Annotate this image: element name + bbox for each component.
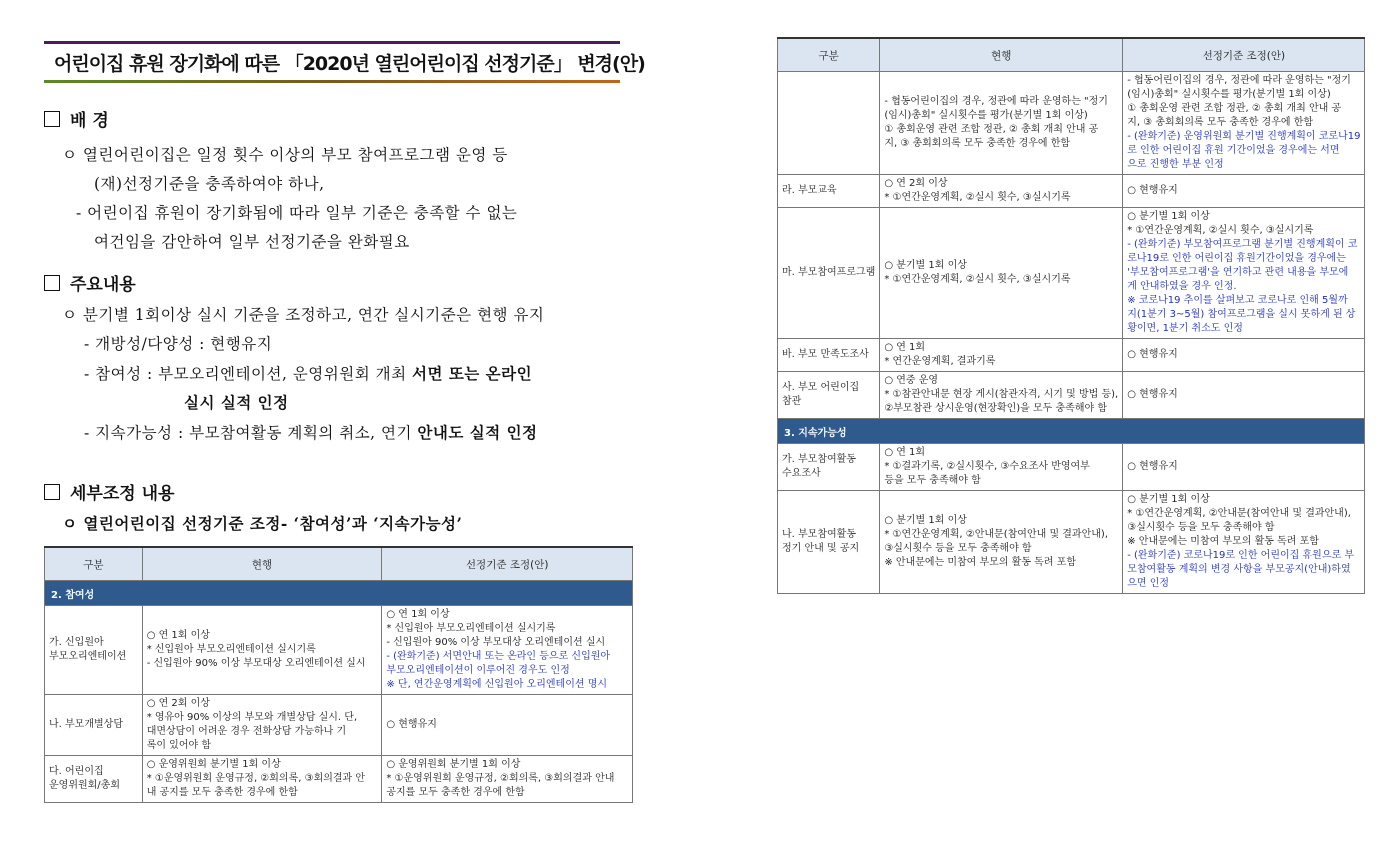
row-current xyxy=(880,72,1123,175)
cell-text-line: 참관 xyxy=(782,396,802,407)
row-category xyxy=(45,695,143,756)
row-current xyxy=(880,491,1123,594)
cell-text-line: ②부모참관 상시운영(현장확인)을 모두 충족해야 함 xyxy=(884,403,1107,414)
cell-text-line: - 협동어린이집의 경우, 정관에 따라 운영하는 "정기 xyxy=(884,96,1108,107)
table-row xyxy=(778,372,1365,419)
cell-text-line: 다. 어린이집 xyxy=(49,766,104,777)
cell-text-line: 모참여활동 계획의 변경 사항을 부모공지(안내)하였 xyxy=(1127,564,1351,575)
cell-text-line: 지, ③ 총회회의록 모두 충족한 경우에 한함 xyxy=(1127,117,1314,128)
cell-text-line: 수요조사 xyxy=(782,468,821,479)
row-current xyxy=(142,606,382,695)
section-main-heading xyxy=(44,270,136,295)
cell-text-line: * ①결과기록, ②실시횟수, ③수요조사 반영여부 xyxy=(884,461,1090,472)
cell-text-line: ○ 연 1회 이상 xyxy=(386,609,450,620)
row-current xyxy=(880,208,1123,339)
cell-text-line: ※ 단, 연간운영계획에 신입원아 오리엔테이션 명시 xyxy=(386,679,608,690)
row-proposed xyxy=(1123,372,1365,419)
cell-text-line: ○ 연중 운영 xyxy=(884,375,939,386)
checkbox-square-icon xyxy=(44,275,60,291)
criteria-table-right xyxy=(777,37,1365,594)
row-current xyxy=(142,695,382,756)
group-row xyxy=(778,419,1365,444)
cell-text-line: ○ 현행유지 xyxy=(1127,389,1178,400)
cell-text-line: ○ 연 1회 xyxy=(884,342,926,353)
row-proposed xyxy=(1123,72,1365,175)
cell-text-line: ○ 운영위원회 분기별 1회 이상 xyxy=(146,759,281,770)
group-row xyxy=(45,581,633,606)
cell-text-line: 지(1분기 3~5월) 참여프로그램을 실시 못하게 된 상 xyxy=(1127,309,1356,320)
checkbox-square-icon xyxy=(44,111,60,127)
cell-text-line: ○ 연 1회 이상 xyxy=(146,630,210,641)
cell-text-line: ○ 운영위원회 분기별 1회 이상 xyxy=(386,759,521,770)
cell-text-line: * 신입원아 부모오리엔테이션 실시기록 xyxy=(386,623,556,634)
cell-text-line: 가. 부모참여활동 xyxy=(782,454,856,465)
row-category xyxy=(778,444,880,491)
cell-text-line: * 영유아 90% 이상의 부모와 개별상담 실시. 단, xyxy=(146,712,358,723)
cell-text-line: ○ 분기별 1회 이상 xyxy=(1127,211,1210,222)
row-proposed xyxy=(1123,339,1365,372)
row-category xyxy=(778,72,880,175)
cell-text-line: 로 인한 어린이집 휴원 기간이었을 경우에는 서면 xyxy=(1127,145,1340,156)
row-current xyxy=(880,444,1123,491)
table-row xyxy=(45,695,633,756)
row-current xyxy=(880,339,1123,372)
cell-text-line: * ①운영위원회 운영규정, ②회의록, ③회의결과 안내 xyxy=(386,773,615,784)
cell-text-line: * ①참관안내문 현장 게시(참관자격, 시기 및 방법 등), xyxy=(884,389,1119,400)
row-proposed xyxy=(382,606,633,695)
cell-text-line: 내 공지를 모두 충족한 경우에 한함 xyxy=(146,787,298,798)
row-proposed xyxy=(382,756,633,803)
table-row xyxy=(778,339,1365,372)
cell-text-line: * ①연간운영계획, ②안내문(참여안내 및 결과안내), xyxy=(884,529,1108,540)
main-line-1: ㅇ 분기별 1회이상 실시 기준을 조정하고, 연간 실시기준은 현행 유지 xyxy=(62,306,545,324)
table-row xyxy=(778,491,1365,594)
cell-text-line: ○ 현행유지 xyxy=(1127,185,1178,196)
main-line-3 xyxy=(84,362,532,384)
row-category xyxy=(778,491,880,594)
cell-text-line: * ①연간운영계획, ②실시 횟수, ③실시기록 xyxy=(884,192,1071,203)
cell-text-line: - (완화기준) 서면안내 또는 온라인 등으로 신입원아 xyxy=(386,651,611,662)
cell-text-line: ③실시횟수 등을 모두 충족해야 함 xyxy=(1127,522,1275,533)
section-heading-text: 주요내용 xyxy=(70,275,136,295)
table-row xyxy=(778,444,1365,491)
cell-text-line: - 신입원아 90% 이상 부모대상 오리엔테이션 실시 xyxy=(146,658,366,669)
background-line-3: - 어린이집 휴원이 장기화됨에 따라 일부 기준은 충족할 수 없는 xyxy=(76,204,518,222)
cell-text-line: (임시)총회" 실시횟수를 평가(분기별 1회 이상) xyxy=(1127,89,1331,100)
cell-text-line: (임시)총회" 실시횟수를 평가(분기별 1회 이상) xyxy=(884,110,1088,121)
cell-text-line: ※ 안내문에는 미참여 부모의 활동 독려 포함 xyxy=(1127,536,1319,547)
table-row xyxy=(45,756,633,803)
cell-text-line: 정기 안내 및 공지 xyxy=(782,543,860,554)
cell-text-line: 공지를 모두 충족한 경우에 한함 xyxy=(386,787,525,798)
cell-text-line: ○ 분기별 1회 이상 xyxy=(1127,494,1210,505)
detail-subheading: ㅇ 열린어린이집 선정기준 조정- ‘참여성’과 ‘지속가능성’ xyxy=(62,514,463,533)
table-row xyxy=(778,208,1365,339)
row-category xyxy=(778,339,880,372)
cell-text-line: * 신입원아 부모오리엔테이션 실시기록 xyxy=(146,644,316,655)
cell-text-line: * ①연간운영계획, ②실시 횟수, ③실시기록 xyxy=(884,274,1071,285)
cell-text-line: 운영위원회/총회 xyxy=(49,780,120,791)
cell-text-line: 가. 신입원아 xyxy=(49,637,104,648)
row-category xyxy=(778,208,880,339)
cell-text-line: ○ 현행유지 xyxy=(1127,349,1178,360)
cell-text-line: ○ 현행유지 xyxy=(386,719,437,730)
cell-text-line: ① 총회운영 관련 조합 정관, ② 총회 개최 안내 공 xyxy=(884,124,1099,135)
cell-text-line: * ①운영위원회 운영규정, ②회의록, ③회의결과 안 xyxy=(146,773,366,784)
row-current xyxy=(880,175,1123,208)
cell-text-line: 게 안내하였을 경우 인정. xyxy=(1127,281,1237,292)
cell-text-line: ※ 코로나19 추이를 살펴보고 코로나로 인해 5월까 xyxy=(1127,295,1348,306)
cell-text-line: - (완화기준) 코로나19로 인한 어린이집 휴원으로 부 xyxy=(1127,550,1354,561)
table-row xyxy=(778,72,1365,175)
cell-text-line: 부모오리엔테이션 xyxy=(49,651,127,662)
cell-text-line: 사. 부모 어린이집 xyxy=(782,382,860,393)
cell-text-line: - 신입원아 90% 이상 부모대상 오리엔테이션 실시 xyxy=(386,637,606,648)
cell-text-line: * ①연간운영계획, ②안내문(참여안내 및 결과안내), xyxy=(1127,508,1351,519)
cell-text-line: ○ 분기별 1회 이상 xyxy=(884,515,967,526)
cell-text-line: ○ 연 2회 이상 xyxy=(146,698,210,709)
col-header-category: 구분 xyxy=(778,38,880,72)
row-proposed xyxy=(1123,208,1365,339)
title-banner xyxy=(44,41,645,83)
section-background-heading xyxy=(44,106,109,131)
main-line-5-text: - 지속가능성 : 부모참여활동 계획의 취소, 연기 xyxy=(84,424,412,442)
row-proposed xyxy=(1123,175,1365,208)
col-header-current: 현행 xyxy=(142,547,382,581)
cell-text-line: ○ 연 1회 xyxy=(884,447,926,458)
table-row xyxy=(45,606,633,695)
cell-text-line: 대면상담이 어려운 경우 전화상담 가능하나 기 xyxy=(146,726,347,737)
cell-text-line: ③실시횟수 등을 모두 충족해야 함 xyxy=(884,543,1032,554)
cell-text-line: ○ 분기별 1회 이상 xyxy=(884,260,967,271)
section-detail-heading xyxy=(44,479,174,504)
cell-text-line: 지, ③ 총회회의록 모두 충족한 경우에 한함 xyxy=(884,138,1071,149)
cell-text-line: 등을 모두 충족해야 함 xyxy=(884,475,981,486)
cell-text-line: 마. 부모참여프로그램 xyxy=(782,267,876,278)
row-category xyxy=(45,606,143,695)
row-proposed xyxy=(1123,444,1365,491)
cell-text-line: 으로 진행한 부분 인정 xyxy=(1127,159,1224,170)
cell-text-line: ○ 현행유지 xyxy=(1127,461,1178,472)
group-label: 2. 참여성 xyxy=(45,581,633,606)
row-proposed xyxy=(382,695,633,756)
cell-text-line: 나. 부모개별상담 xyxy=(49,719,123,730)
main-line-5-bold: 안내도 실적 인정 xyxy=(417,423,538,442)
cell-text-line: * ①연간운영계획, ②실시 횟수, ③실시기록 xyxy=(1127,225,1314,236)
cell-text-line: '부모참여프로그램'을 연기하고 관련 내용을 부모에 xyxy=(1127,267,1349,278)
cell-text-line: 바. 부모 만족도조사 xyxy=(782,349,869,360)
row-proposed xyxy=(1123,491,1365,594)
row-category xyxy=(778,175,880,208)
background-line-4: 여건임을 감안하여 일부 선정기준을 완화필요 xyxy=(94,233,410,251)
criteria-table-left xyxy=(44,546,633,803)
main-line-4: 실시 실적 인정 xyxy=(184,393,289,412)
cell-text-line: 황이면, 1분기 취소도 인정 xyxy=(1127,323,1243,334)
row-category xyxy=(778,372,880,419)
section-heading-text: 세부조정 내용 xyxy=(70,484,175,504)
cell-text-line: 라. 부모교육 xyxy=(782,185,837,196)
cell-text-line: - 협동어린이집의 경우, 정관에 따라 운영하는 "정기 xyxy=(1127,75,1351,86)
row-category xyxy=(45,756,143,803)
cell-text-line: ※ 안내문에는 미참여 부모의 활동 독려 포함 xyxy=(884,557,1076,568)
title-bottom-rule xyxy=(44,80,620,83)
document-title: 어린이집 휴원 장기화에 따른 「2020년 열린어린이집 선정기준」 변경(안) xyxy=(54,53,645,75)
row-current xyxy=(880,372,1123,419)
main-line-5 xyxy=(84,421,538,443)
main-line-3-bold: 서면 또는 온라인 xyxy=(411,364,533,383)
table-row xyxy=(778,175,1365,208)
background-line-1: ㅇ 열린어린이집은 일정 횟수 이상의 부모 참여프로그램 운영 등 xyxy=(62,146,508,164)
main-line-2: - 개방성/다양성 : 현행유지 xyxy=(84,335,273,353)
cell-text-line: 부모오리엔테이션이 이루어진 경우도 인정 xyxy=(386,665,570,676)
checkbox-square-icon xyxy=(44,484,60,500)
cell-text-line: ① 총회운영 관련 조합 정관, ② 총회 개최 안내 공 xyxy=(1127,103,1342,114)
cell-text-line: 록이 있어야 함 xyxy=(146,740,212,751)
cell-text-line: 나. 부모참여활동 xyxy=(782,529,856,540)
cell-text-line: * 연간운영계획, 결과기록 xyxy=(884,356,996,367)
main-line-3-text: - 참여성 : 부모오리엔테이션, 운영위원회 개최 xyxy=(84,365,407,383)
section-heading-text: 배 경 xyxy=(70,111,109,131)
background-line-2: (재)선정기준을 충족하여야 하나, xyxy=(94,175,325,193)
cell-text-line: 로나19로 인한 어린이집 휴원기간이었을 경우에는 xyxy=(1127,253,1346,264)
row-current xyxy=(142,756,382,803)
col-header-current: 현행 xyxy=(880,38,1123,72)
cell-text-line: - (완화기준) 부모참여프로그램 분기별 진행계획이 코 xyxy=(1127,239,1358,250)
col-header-category: 구분 xyxy=(45,547,143,581)
col-header-proposed: 선정기준 조정(안) xyxy=(382,547,633,581)
col-header-proposed: 선정기준 조정(안) xyxy=(1123,38,1365,72)
group-label: 3. 지속가능성 xyxy=(778,419,1365,444)
cell-text-line: - (완화기준) 운영위원회 분기별 진행계획이 코로나19 xyxy=(1127,131,1361,142)
cell-text-line: ○ 연 2회 이상 xyxy=(884,178,948,189)
cell-text-line: 으면 인정 xyxy=(1127,578,1170,589)
title-top-rule xyxy=(44,41,620,44)
